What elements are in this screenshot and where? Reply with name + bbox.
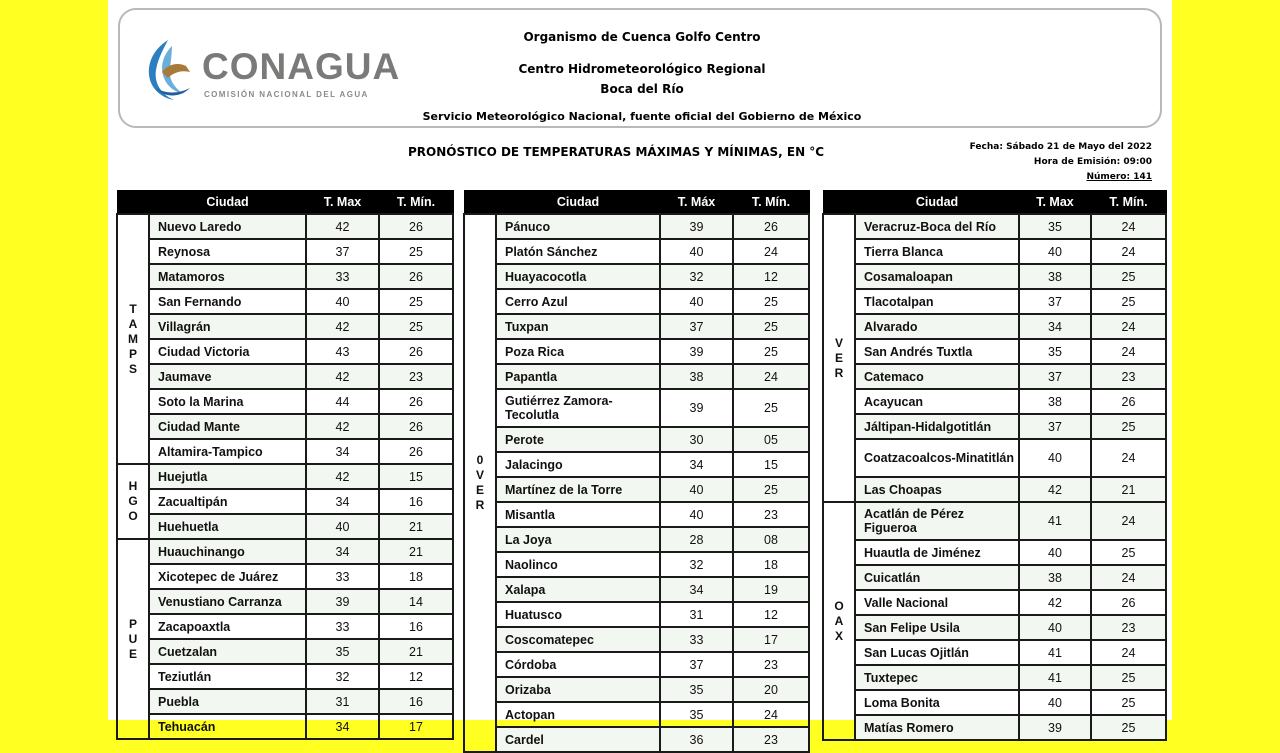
temp-max: 39: [1019, 715, 1091, 740]
temp-max: 34: [306, 489, 379, 514]
temp-min: 14: [379, 589, 453, 614]
table-row: [117, 664, 453, 689]
city-name: Tehuacán: [149, 714, 306, 739]
state-label: [464, 214, 496, 752]
table-row: [823, 540, 1166, 565]
temp-max: 36: [660, 727, 733, 752]
state-label-text: 0VER: [475, 453, 485, 512]
table-row: [464, 502, 809, 527]
temp-min: 26: [1091, 389, 1166, 414]
temp-min: 26: [1091, 590, 1166, 615]
temp-min: 15: [733, 452, 809, 477]
city-name: Matías Romero: [855, 715, 1019, 740]
table-row: [823, 715, 1166, 740]
header-line-3: Boca del Río: [600, 82, 684, 96]
header-box: [118, 8, 1162, 128]
table-row: [823, 339, 1166, 364]
city-name: Platón Sánchez: [496, 239, 660, 264]
temp-min: 16: [379, 614, 453, 639]
temp-max: 40: [306, 289, 379, 314]
city-name: Coatzacoalcos-Minatitlán: [855, 439, 1019, 477]
city-name: Teziutlán: [149, 664, 306, 689]
temp-max: 42: [306, 364, 379, 389]
temp-min: 25: [1091, 540, 1166, 565]
temp-max: 35: [306, 639, 379, 664]
temp-max: 34: [660, 452, 733, 477]
temp-min: 24: [1091, 239, 1166, 264]
temp-max: 39: [660, 214, 733, 239]
table-row: [823, 414, 1166, 439]
temp-min: 25: [733, 289, 809, 314]
city-name: Naolinco: [496, 552, 660, 577]
table-row: [823, 477, 1166, 502]
temp-min: 05: [733, 427, 809, 452]
header-ciudad: Ciudad: [149, 191, 306, 215]
city-name: Acatlán de Pérez Figueroa: [855, 502, 1019, 540]
temp-min: 17: [733, 627, 809, 652]
city-name: Las Choapas: [855, 477, 1019, 502]
table-row: [823, 640, 1166, 665]
table-row: [823, 289, 1166, 314]
header-tmax: T. Máx: [660, 191, 733, 215]
city-name: Cardel: [496, 727, 660, 752]
temp-min: 24: [1091, 640, 1166, 665]
city-name: San Felipe Usila: [855, 615, 1019, 640]
city-name: Martínez de la Torre: [496, 477, 660, 502]
city-name: Misantla: [496, 502, 660, 527]
temp-min: 18: [733, 552, 809, 577]
table-row: [823, 565, 1166, 590]
temp-min: 16: [379, 689, 453, 714]
city-name: Cuicatlán: [855, 565, 1019, 590]
city-name: Jaumave: [149, 364, 306, 389]
city-name: Valle Nacional: [855, 590, 1019, 615]
temp-min: 26: [379, 389, 453, 414]
temp-min: 15: [379, 464, 453, 489]
table-row: [464, 677, 809, 702]
city-name: La Joya: [496, 527, 660, 552]
city-name: Soto la Marina: [149, 389, 306, 414]
city-name: Cerro Azul: [496, 289, 660, 314]
temp-min: 24: [733, 702, 809, 727]
temp-min: 24: [1091, 339, 1166, 364]
forecast-table-1: [116, 190, 454, 740]
table-row: [464, 527, 809, 552]
city-name: Reynosa: [149, 239, 306, 264]
table-row: [823, 364, 1166, 389]
city-name: Papantla: [496, 364, 660, 389]
table-row: [117, 314, 453, 339]
temp-max: 40: [660, 289, 733, 314]
table-row: [823, 389, 1166, 414]
table-row: [117, 564, 453, 589]
temp-max: 40: [1019, 239, 1091, 264]
city-name: Huatusco: [496, 602, 660, 627]
temp-min: 26: [379, 439, 453, 464]
temp-min: 26: [379, 414, 453, 439]
table-row: [464, 727, 809, 752]
table-row: [464, 477, 809, 502]
temp-max: 42: [306, 464, 379, 489]
table-row: [464, 389, 809, 427]
logo-subtitle: COMISIÓN NACIONAL DEL AGUA: [204, 90, 369, 99]
table-row: [464, 364, 809, 389]
temp-min: 23: [733, 727, 809, 752]
temp-max: 35: [660, 677, 733, 702]
table-row: [823, 502, 1166, 540]
city-name: Ciudad Mante: [149, 414, 306, 439]
city-name: Coscomatepec: [496, 627, 660, 652]
forecast-table-3: [822, 190, 1167, 741]
temp-max: 35: [660, 702, 733, 727]
city-name: Acayucan: [855, 389, 1019, 414]
temp-max: 37: [306, 239, 379, 264]
table-row: [464, 552, 809, 577]
temp-max: 33: [306, 264, 379, 289]
issue-date: Fecha: Sábado 21 de Mayo del 2022: [969, 142, 1152, 152]
issue-meta: [970, 140, 1152, 185]
temp-max: 41: [1019, 640, 1091, 665]
city-name: Ciudad Victoria: [149, 339, 306, 364]
temp-min: 18: [379, 564, 453, 589]
table-row: [823, 665, 1166, 690]
temp-max: 34: [306, 539, 379, 564]
city-name: Jáltipan-Hidalgotitlán: [855, 414, 1019, 439]
temp-min: 25: [1091, 414, 1166, 439]
temp-max: 32: [660, 552, 733, 577]
temp-min: 24: [1091, 439, 1166, 477]
table-row: [464, 627, 809, 652]
temp-min: 20: [733, 677, 809, 702]
temp-max: 42: [1019, 590, 1091, 615]
table-row: [464, 652, 809, 677]
temp-min: 23: [379, 364, 453, 389]
city-name: Poza Rica: [496, 339, 660, 364]
city-name: Loma Bonita: [855, 690, 1019, 715]
temp-min: 23: [733, 502, 809, 527]
temp-min: 23: [733, 652, 809, 677]
temp-max: 31: [660, 602, 733, 627]
table-row: [464, 702, 809, 727]
table-row: [117, 489, 453, 514]
state-label-text: HGO: [128, 479, 138, 523]
table-row: [117, 589, 453, 614]
temp-min: 12: [379, 664, 453, 689]
temp-min: 19: [733, 577, 809, 602]
table-row: [464, 264, 809, 289]
temp-min: 21: [379, 514, 453, 539]
city-name: Cuetzalan: [149, 639, 306, 664]
table-row: [464, 214, 809, 239]
state-label-text: OAX: [834, 598, 844, 643]
state-label-text: PUE: [128, 616, 138, 661]
table-row: [117, 639, 453, 664]
city-name: Venustiano Carranza: [149, 589, 306, 614]
table-row: [117, 264, 453, 289]
temp-min: 25: [379, 239, 453, 264]
forecast-table-2: [463, 190, 810, 753]
temp-min: 21: [379, 539, 453, 564]
city-name: Tlacotalpan: [855, 289, 1019, 314]
header-tmax: T. Max: [1019, 191, 1091, 215]
temp-max: 37: [1019, 289, 1091, 314]
city-name: Jalacingo: [496, 452, 660, 477]
temp-max: 42: [306, 414, 379, 439]
temp-max: 39: [306, 589, 379, 614]
temp-min: 24: [1091, 214, 1166, 239]
temp-min: 25: [733, 389, 809, 427]
table-row: [117, 414, 453, 439]
city-name: Xicotepec de Juárez: [149, 564, 306, 589]
table-row: [117, 339, 453, 364]
header-line-4: Servicio Meteorológico Nacional, fuente oficial del Gobierno de México: [422, 110, 862, 123]
table-row: [823, 214, 1166, 239]
temp-max: 42: [1019, 477, 1091, 502]
temp-max: 33: [306, 564, 379, 589]
temp-max: 39: [660, 339, 733, 364]
header-tmax: T. Max: [306, 191, 379, 215]
temp-max: 35: [1019, 339, 1091, 364]
temp-min: 16: [379, 489, 453, 514]
header-ciudad: Ciudad: [855, 191, 1019, 215]
temp-min: 12: [733, 264, 809, 289]
table-row: [464, 289, 809, 314]
table-row: [823, 615, 1166, 640]
table-row: [823, 239, 1166, 264]
temp-min: 24: [1091, 314, 1166, 339]
temp-min: 25: [1091, 690, 1166, 715]
temp-max: 38: [1019, 389, 1091, 414]
temp-min: 26: [379, 264, 453, 289]
city-name: Orizaba: [496, 677, 660, 702]
table-row: [117, 289, 453, 314]
table-row: [823, 314, 1166, 339]
temp-min: 25: [733, 339, 809, 364]
city-name: Córdoba: [496, 652, 660, 677]
header-ciudad: Ciudad: [496, 191, 660, 215]
state-label: [823, 214, 855, 502]
city-name: Tuxtepec: [855, 665, 1019, 690]
state-label-text: VER: [834, 335, 844, 380]
temp-max: 40: [1019, 690, 1091, 715]
city-name: Catemaco: [855, 364, 1019, 389]
temp-max: 37: [1019, 414, 1091, 439]
city-name: San Lucas Ojitlán: [855, 640, 1019, 665]
temp-min: 24: [733, 239, 809, 264]
table-row: [464, 314, 809, 339]
temp-max: 40: [1019, 439, 1091, 477]
temp-min: 24: [733, 364, 809, 389]
state-label: [117, 464, 149, 539]
temp-min: 24: [1091, 502, 1166, 540]
header-blank: [117, 191, 149, 215]
table-row: [464, 577, 809, 602]
city-name: Huayacocotla: [496, 264, 660, 289]
table-row: [117, 614, 453, 639]
header-tmin: T. Mín.: [1091, 191, 1166, 215]
city-name: Villagrán: [149, 314, 306, 339]
city-name: Tuxpan: [496, 314, 660, 339]
temp-min: 23: [1091, 615, 1166, 640]
temp-min: 25: [1091, 289, 1166, 314]
temp-min: 25: [1091, 665, 1166, 690]
state-label: [117, 214, 149, 464]
state-label-text: TAMPS: [128, 301, 138, 376]
table-row: [117, 439, 453, 464]
temp-max: 37: [1019, 364, 1091, 389]
temp-max: 40: [660, 477, 733, 502]
temp-max: 34: [306, 439, 379, 464]
issue-number: Número: 141: [1086, 172, 1152, 182]
temp-max: 38: [660, 364, 733, 389]
table-row: [117, 214, 453, 239]
temp-min: 25: [379, 314, 453, 339]
table-row: [823, 264, 1166, 289]
issue-time: Hora de Emisión: 09:00: [1033, 157, 1152, 167]
city-name: Cosamaloapan: [855, 264, 1019, 289]
temp-min: 12: [733, 602, 809, 627]
temp-max: 34: [1019, 314, 1091, 339]
header-blank: [464, 191, 496, 215]
table-row: [823, 439, 1166, 477]
temp-max: 28: [660, 527, 733, 552]
table-row: [117, 714, 453, 739]
temp-max: 41: [1019, 502, 1091, 540]
header-line-2: Centro Hidrometeorológico Regional: [518, 62, 766, 76]
city-name: Huejutla: [149, 464, 306, 489]
header-tmin: T. Mín.: [379, 191, 453, 215]
temp-max: 40: [306, 514, 379, 539]
city-name: Veracruz-Boca del Río: [855, 214, 1019, 239]
temp-min: 25: [379, 289, 453, 314]
table-row: [117, 239, 453, 264]
city-name: Matamoros: [149, 264, 306, 289]
temp-min: 26: [379, 214, 453, 239]
temp-max: 34: [660, 577, 733, 602]
temp-max: 41: [1019, 665, 1091, 690]
city-name: San Andrés Tuxtla: [855, 339, 1019, 364]
temp-max: 44: [306, 389, 379, 414]
temp-min: 25: [1091, 715, 1166, 740]
temp-min: 21: [379, 639, 453, 664]
temp-max: 32: [306, 664, 379, 689]
header-tmin: T. Mín.: [733, 191, 809, 215]
table-row: [464, 602, 809, 627]
temp-max: 40: [660, 502, 733, 527]
temp-min: 24: [1091, 565, 1166, 590]
table-row: [117, 464, 453, 489]
temp-min: 26: [733, 214, 809, 239]
temp-min: 08: [733, 527, 809, 552]
table-row: [117, 689, 453, 714]
city-name: Nuevo Laredo: [149, 214, 306, 239]
state-label: [823, 502, 855, 740]
table-row: [117, 389, 453, 414]
temp-max: 42: [306, 314, 379, 339]
document-page: [108, 0, 1172, 747]
temp-max: 31: [306, 689, 379, 714]
city-name: Zacapoaxtla: [149, 614, 306, 639]
table-row: [464, 339, 809, 364]
temp-max: 40: [1019, 615, 1091, 640]
city-name: Huauchinango: [149, 539, 306, 564]
temp-max: 30: [660, 427, 733, 452]
temp-max: 35: [1019, 214, 1091, 239]
table-row: [823, 590, 1166, 615]
temp-max: 38: [1019, 565, 1091, 590]
temp-max: 43: [306, 339, 379, 364]
city-name: Altamira-Tampico: [149, 439, 306, 464]
temp-max: 42: [306, 214, 379, 239]
state-label: [117, 539, 149, 739]
city-name: Puebla: [149, 689, 306, 714]
temp-min: 25: [1091, 264, 1166, 289]
table-row: [117, 514, 453, 539]
city-name: San Fernando: [149, 289, 306, 314]
temp-max: 40: [1019, 540, 1091, 565]
city-name: Zacualtipán: [149, 489, 306, 514]
temp-max: 33: [306, 614, 379, 639]
city-name: Gutiérrez Zamora-Tecolutla: [496, 389, 660, 427]
table-row: [117, 364, 453, 389]
temp-max: 32: [660, 264, 733, 289]
city-name: Perote: [496, 427, 660, 452]
city-name: Tierra Blanca: [855, 239, 1019, 264]
city-name: Xalapa: [496, 577, 660, 602]
table-row: [117, 539, 453, 564]
temp-max: 38: [1019, 264, 1091, 289]
page-title: PRONÓSTICO DE TEMPERATURAS MÁXIMAS Y MÍNIMAS, EN °C: [408, 145, 825, 159]
city-name: Huautla de Jiménez: [855, 540, 1019, 565]
temp-max: 39: [660, 389, 733, 427]
temp-max: 37: [660, 314, 733, 339]
temp-min: 25: [733, 314, 809, 339]
city-name: Pánuco: [496, 214, 660, 239]
table-row: [464, 427, 809, 452]
temp-max: 40: [660, 239, 733, 264]
temp-min: 26: [379, 339, 453, 364]
temp-min: 25: [733, 477, 809, 502]
table-row: [823, 690, 1166, 715]
temp-min: 21: [1091, 477, 1166, 502]
temp-max: 34: [306, 714, 379, 739]
table-row: [464, 452, 809, 477]
header-blank: [823, 191, 855, 215]
logo-text: CONAGUA: [202, 46, 401, 87]
city-name: Alvarado: [855, 314, 1019, 339]
temp-max: 37: [660, 652, 733, 677]
city-name: Actopan: [496, 702, 660, 727]
table-row: [464, 239, 809, 264]
temp-min: 17: [379, 714, 453, 739]
header-line-1: Organismo de Cuenca Golfo Centro: [523, 30, 761, 44]
temp-max: 33: [660, 627, 733, 652]
temp-min: 23: [1091, 364, 1166, 389]
city-name: Huehuetla: [149, 514, 306, 539]
